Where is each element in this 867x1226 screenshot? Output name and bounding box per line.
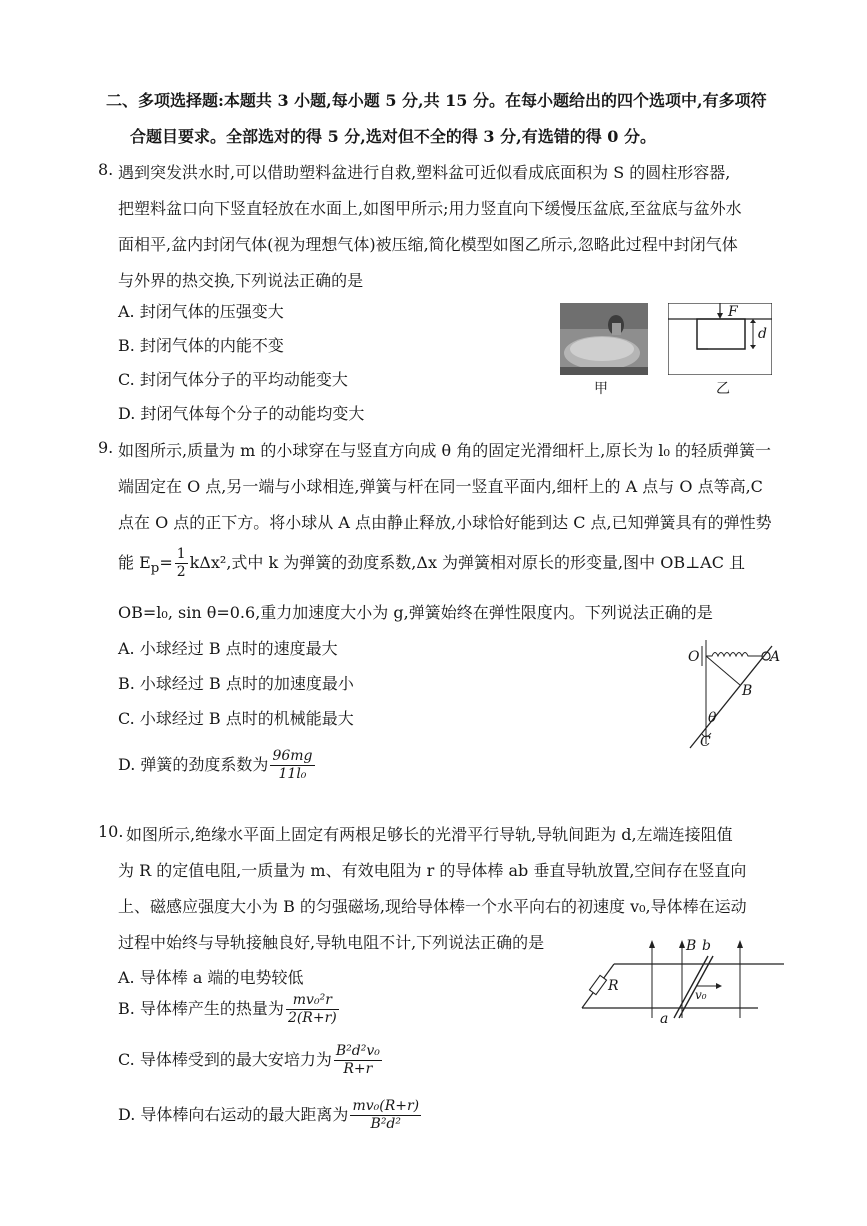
question-8-line: 与外界的热交换,下列说法正确的是 (118, 271, 364, 290)
question-9-option-d (118, 748, 317, 783)
fraction-numerator: mv₀²r (286, 992, 339, 1010)
question-8-option-a: A. 封闭气体的压强变大 (118, 302, 284, 321)
figure-spring-label-c: C (700, 734, 711, 750)
question-8-line: 遇到突发洪水时,可以借助塑料盆进行自救,塑料盆可近似看成底面积为 S 的圆柱形容器, (118, 163, 731, 182)
question-8-option-d: D. 封闭气体每个分子的动能均变大 (118, 404, 365, 423)
question-9-formula-rest: kΔx²,式中 k 为弹簧的劲度系数,Δx 为弹簧相对原长的形变量,图中 OB⊥AC 且 (189, 553, 746, 572)
question-9-line: 端固定在 O 点,另一端与小球相连,弹簧与杆在同一竖直平面内,细杆上的 A 点与 O 点等高,C (118, 477, 763, 496)
question-9-line: OB=l₀, sin θ=0.6,重力加速度大小为 g,弹簧始终在弹性限度内。下列说法正确的是 (118, 603, 713, 622)
fraction-numerator: 96mg (272, 748, 313, 764)
question-10-line: 上、磁感应强度大小为 B 的匀强磁场,现给导体棒一个水平向右的初速度 v₀,导体棒在运动 (118, 897, 747, 916)
question-9-option-d-text: D. 弹簧的劲度系数为 (118, 755, 269, 774)
question-10-option-d-text: D. 导体棒向右运动的最大距离为 (118, 1105, 349, 1124)
figure-rails-label-a-end: a (660, 1011, 669, 1027)
figure-rails-label-b-end: b (702, 938, 711, 954)
question-8-line: 面相平,盆内封闭气体(视为理想气体)被压缩,简化模型如图乙所示,忽略此过程中封闭气体 (118, 235, 738, 254)
question-10-option-d-fraction (350, 1098, 421, 1133)
question-9-line-formula (118, 546, 745, 581)
question-9-option-d-fraction (270, 748, 314, 783)
fraction-denominator: 2(R+r) (287, 1010, 337, 1026)
fraction-numerator: B²d²v₀ (335, 1043, 380, 1059)
figure-jia-photo (560, 303, 648, 375)
question-10-option-b-text: B. 导体棒产生的热量为 (118, 999, 284, 1018)
question-9-option-b: B. 小球经过 B 点时的加速度最小 (118, 674, 354, 693)
figure-jia-label: 甲 (594, 381, 608, 397)
question-10-line: 过程中始终与导轨接触良好,导轨电阻不计,下列说法正确的是 (118, 933, 545, 952)
question-10-option-c-fraction (334, 1043, 382, 1078)
question-8-line: 把塑料盆口向下竖直轻放在水面上,如图甲所示;用力竖直向下缓慢压盆底,至盆底与盆外水 (118, 199, 742, 218)
fraction-numerator: 1 (176, 546, 186, 562)
question-9-option-a: A. 小球经过 B 点时的速度最大 (118, 639, 338, 658)
question-10-line: 为 R 的定值电阻,一质量为 m、有效电阻为 r 的导体棒 ab 垂直导轨放置,空间存在竖直向 (118, 861, 747, 880)
figure-yi-diagram (668, 303, 772, 375)
question-8-option-b: B. 封闭气体的内能不变 (118, 336, 284, 355)
figure-spring-label-b: B (742, 683, 753, 699)
figure-yi-depth-label: d (758, 326, 767, 342)
section-title-line1: 二、多项选择题:本题共 3 小题,每小题 5 分,共 15 分。在每小题给出的四个选项中,有多项符 (106, 91, 767, 110)
figure-spring-label-a: A (770, 649, 781, 665)
figure-yi-label: 乙 (716, 381, 730, 397)
figure-rails-label-b-field: B (686, 938, 697, 954)
fraction-denominator: R+r (343, 1061, 373, 1077)
figure-rails-label-resistor: R (608, 978, 619, 994)
fraction-numerator: mv₀(R+r) (352, 1098, 420, 1114)
question-9-energy-subscript: p (150, 561, 160, 577)
fraction-denominator: 11l₀ (278, 766, 307, 782)
figure-spring-label-theta: θ (708, 710, 717, 726)
question-9-number: 9. (98, 438, 114, 457)
question-10-option-b-fraction (286, 992, 339, 1027)
question-10-option-c-text: C. 导体棒受到的最大安培力为 (118, 1050, 332, 1069)
question-9-half-fraction (175, 546, 188, 581)
question-10-number: 10. (98, 822, 124, 841)
figure-spring-label-o: O (688, 649, 700, 665)
fraction-denominator: B²d² (370, 1116, 402, 1132)
question-10-line: 如图所示,绝缘水平面上固定有两根足够长的光滑平行导轨,导轨间距为 d,左端连接阻值 (126, 825, 733, 844)
fraction-denominator: 2 (176, 564, 186, 580)
question-9-energy-symbol: 能 E (118, 553, 151, 572)
question-9-option-c: C. 小球经过 B 点时的机械能最大 (118, 709, 354, 728)
question-8-option-c: C. 封闭气体分子的平均动能变大 (118, 370, 348, 389)
question-9-equals: = (159, 553, 173, 572)
question-8-number: 8. (98, 160, 114, 179)
question-10-option-b (118, 992, 341, 1027)
question-9-line: 点在 O 点的正下方。将小球从 A 点由静止释放,小球恰好能到达 C 点,已知弹簧具有的弹性势 (118, 513, 772, 532)
section-title-line2: 合题目要求。全部选对的得 5 分,选对但不全的得 3 分,有选错的得 0 分。 (130, 127, 656, 146)
question-10-option-a: A. 导体棒 a 端的电势较低 (118, 968, 304, 987)
question-10-option-d (118, 1098, 423, 1133)
figure-rails-label-velocity: v₀ (695, 988, 707, 1002)
question-9-line: 如图所示,质量为 m 的小球穿在与竖直方向成 θ 角的固定光滑细杆上,原长为 l₀ 的轻质弹簧一 (118, 441, 772, 460)
question-10-option-c (118, 1043, 384, 1078)
figure-yi-force-label: F (728, 304, 738, 320)
